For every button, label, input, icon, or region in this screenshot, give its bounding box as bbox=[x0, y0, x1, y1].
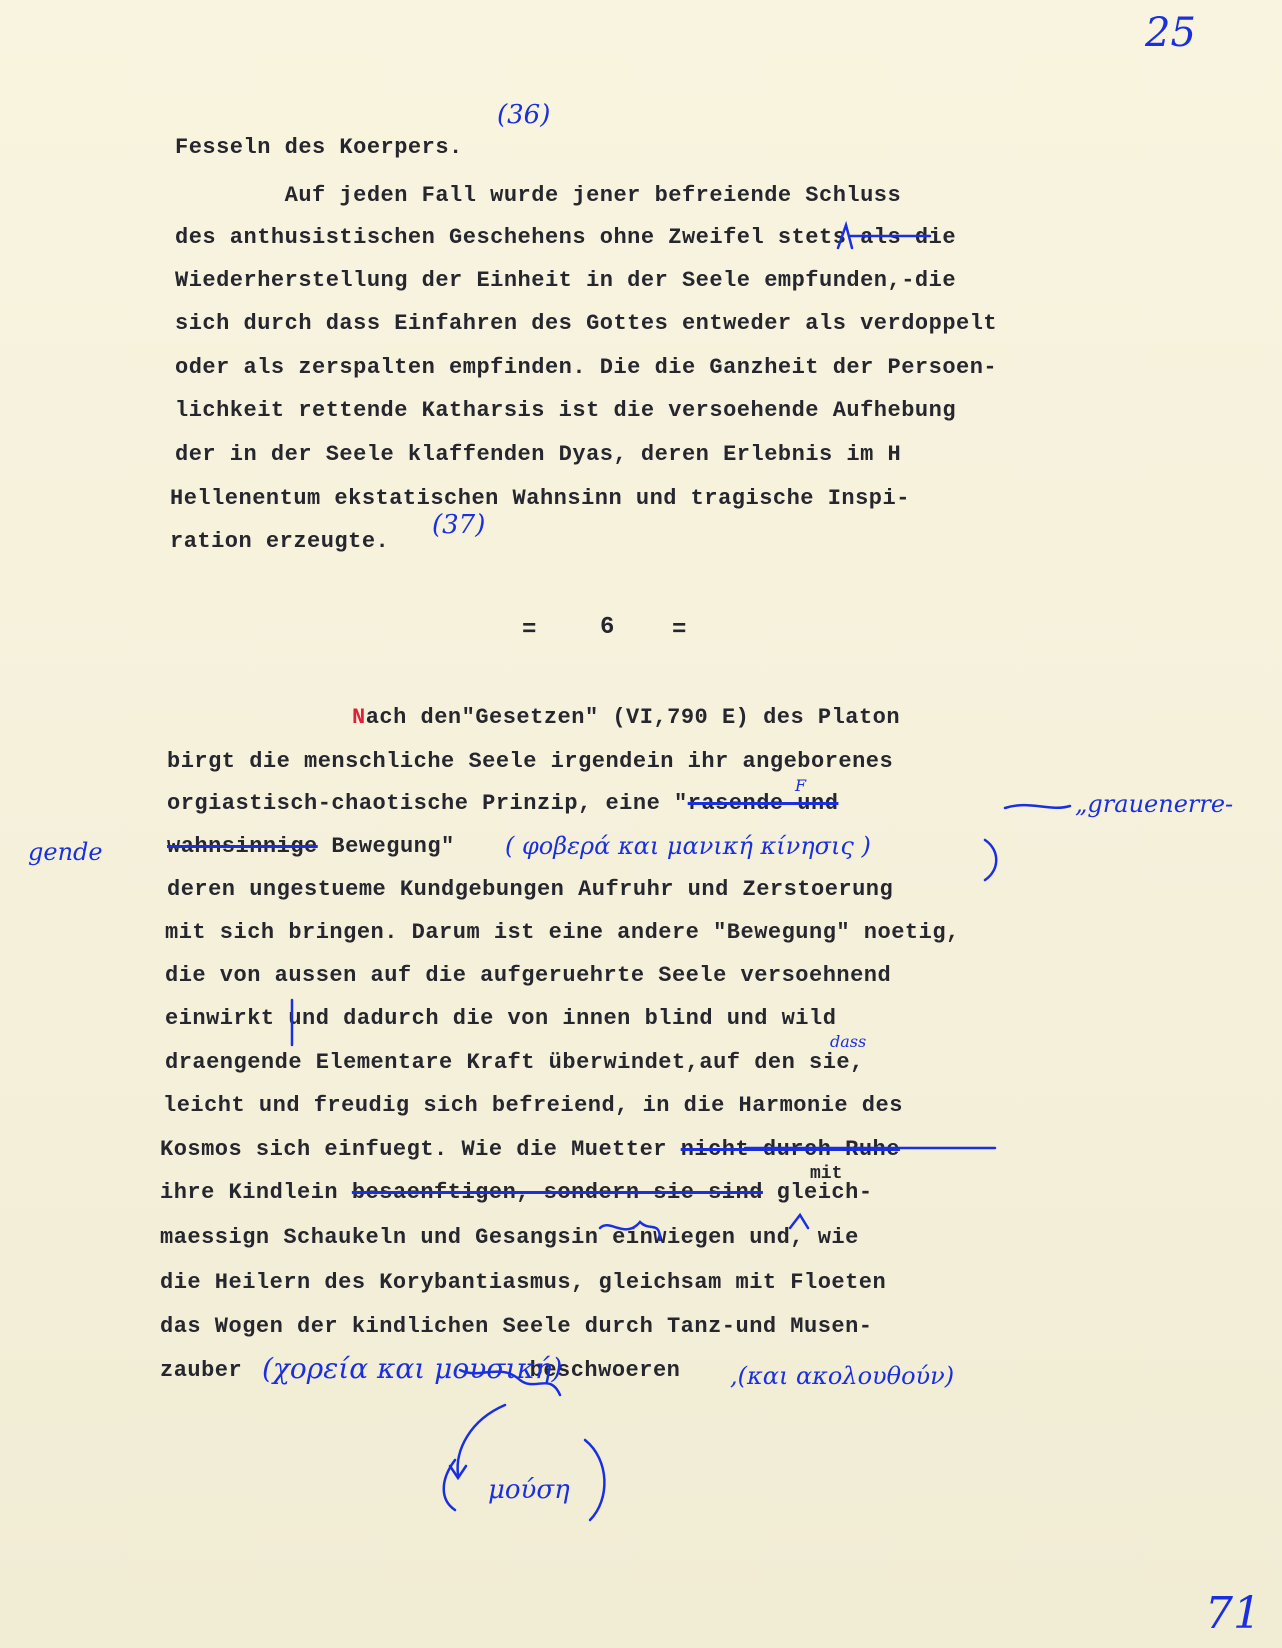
page-number-top: 25 bbox=[1145, 10, 1196, 56]
annotation-dass: dass bbox=[830, 1032, 867, 1051]
page-number-bottom: 71 bbox=[1205, 1588, 1261, 1639]
text-line: lichkeit rettende Katharsis ist die versoehende Aufhebung bbox=[175, 398, 957, 423]
line-text: Bewegung" bbox=[317, 834, 455, 859]
line-text: ihre Kindlein bbox=[160, 1180, 352, 1205]
text-line bbox=[160, 1137, 900, 1162]
text-line: des anthusistischen Geschehens ohne Zweifel stets als die bbox=[175, 225, 957, 250]
section-number: 6 bbox=[600, 614, 615, 641]
struck-text: wahnsinnige bbox=[167, 834, 318, 859]
section-marker-right: = bbox=[672, 617, 687, 644]
text-line: der in der Seele klaffenden Dyas, deren Erlebnis im H bbox=[175, 442, 902, 467]
annotation-gende: gende bbox=[28, 838, 103, 866]
annotation-greek-movement: ( φοβερά και μανική κίνησις ) bbox=[505, 832, 871, 860]
struck-text: besaenftigen, sondern sie sind bbox=[351, 1180, 763, 1205]
text-line: Fesseln des Koerpers. bbox=[175, 135, 463, 160]
line-text: Kosmos sich einfuegt. Wie die Muetter bbox=[160, 1137, 681, 1162]
text-line: die von aussen auf die aufgeruehrte Seele versoehnend bbox=[165, 963, 892, 988]
drop-cap: N bbox=[352, 705, 366, 730]
annotation-greek-music: μούση bbox=[488, 1475, 570, 1505]
text-line bbox=[167, 791, 838, 816]
text-line bbox=[167, 834, 455, 859]
section-marker-left: = bbox=[522, 617, 537, 644]
text-line: Hellenentum ekstatischen Wahnsinn und tragische Inspi- bbox=[170, 486, 910, 511]
struck-text: nicht durch Ruhe bbox=[680, 1137, 900, 1162]
line-text: ach den"Gesetzen" (VI,790 E) des Platon bbox=[365, 705, 901, 730]
annotation-grauen: „grauenerre- bbox=[1075, 790, 1234, 818]
text-line bbox=[160, 1180, 873, 1205]
text-line: birgt die menschliche Seele irgendein ihr angeborenes bbox=[167, 749, 894, 774]
text-line bbox=[352, 705, 900, 730]
text-line: das Wogen der kindlichen Seele durch Tanz-und Musen- bbox=[160, 1314, 873, 1339]
text-line: Auf jeden Fall wurde jener befreiende Schluss bbox=[175, 183, 902, 208]
line-text: beschwoeren bbox=[515, 1358, 681, 1383]
text-line: die Heilern des Korybantiasmus, gleichsam mit Floeten bbox=[160, 1270, 887, 1295]
text-line: deren ungestueme Kundgebungen Aufruhr und Zerstoerung bbox=[167, 877, 894, 902]
annotation-greek-follow: ,(και ακολουθούν) bbox=[730, 1362, 955, 1390]
line-text: gleich- bbox=[762, 1180, 873, 1205]
text-line: einwirkt und dadurch die von innen blind und wild bbox=[165, 1006, 837, 1031]
annotation-mit: mit bbox=[810, 1164, 843, 1184]
struck-text: rasende und bbox=[687, 791, 839, 816]
text-line: ration erzeugte. bbox=[170, 529, 390, 554]
annotation-small-f: F bbox=[795, 776, 807, 795]
annotation-greek-dance: (χορεία και μουσική) bbox=[262, 1352, 563, 1385]
text-line: sich durch dass Einfahren des Gottes entweder als verdoppelt bbox=[175, 311, 998, 336]
text-line: leicht und freudig sich befreiend, in die Harmonie des bbox=[163, 1093, 903, 1118]
text-line: draengende Elementare Kraft überwindet,auf den sie, bbox=[165, 1050, 864, 1075]
text-line: mit sich bringen. Darum ist eine andere "Bewegung" noetig, bbox=[165, 920, 960, 945]
line-text: orgiastisch-chaotische Prinzip, eine " bbox=[167, 791, 688, 816]
footnote-marker-37: (37) bbox=[432, 510, 486, 540]
footnote-marker-36: (36) bbox=[497, 100, 551, 130]
text-line: Wiederherstellung der Einheit in der Seele empfunden,-die bbox=[175, 268, 957, 293]
text-line: maessign Schaukeln und Gesangsin einwiegen und, wie bbox=[160, 1225, 859, 1250]
line-text: zauber bbox=[160, 1358, 256, 1383]
text-line: oder als zerspalten empfinden. Die die Ganzheit der Persoen- bbox=[175, 355, 998, 380]
